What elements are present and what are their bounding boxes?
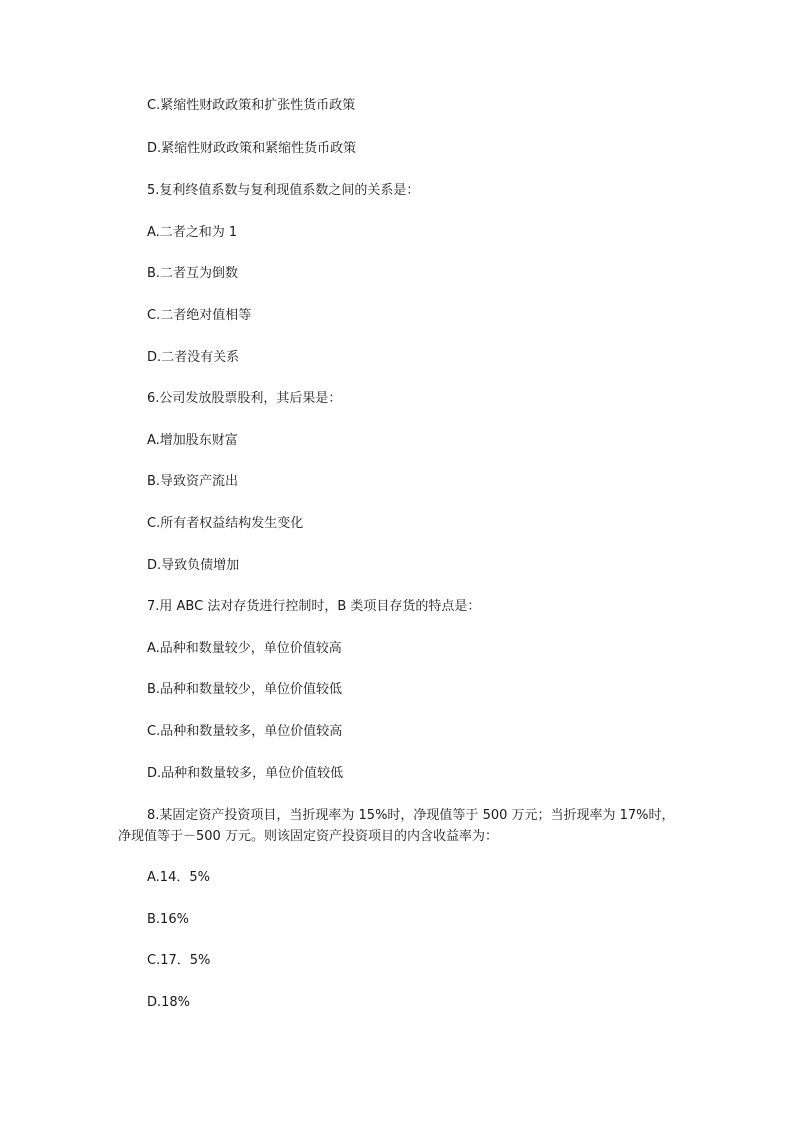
question-5: 5.复利终值系数与复利现值系数之间的关系是： [147,183,420,198]
question-8: 8.某固定资产投资项目，当折现率为 15%时，净现值等于 500 万元；当折现率为 17%时，净现值等于－500 万元。则该固定资产投资项目的内含收益率为： [118,808,675,844]
option-a-q7: A.品种和数量较少，单位价值较高 [147,641,342,656]
option-c-q5: C.二者绝对值相等 [147,308,252,323]
option-c-q7: C.品种和数量较多，单位价值较高 [147,724,343,739]
option-d-q7: D.品种和数量较多，单位价值较低 [147,766,344,781]
option-c-q6: C.所有者权益结构发生变化 [147,516,304,531]
option-a-q5: A.二者之和为 1 [147,225,238,240]
option-b-q8: B.16% [147,912,189,927]
option-c-q8: C.17．5% [147,953,211,968]
question-6: 6.公司发放股票股利，其后果是： [147,391,342,406]
option-c-q4: C.紧缩性财政政策和扩张性货币政策 [147,98,356,113]
option-d-q8: D.18% [147,995,191,1010]
option-a-q8: A.14．5% [147,870,210,885]
option-d-q4: D.紧缩性财政政策和紧缩性货币政策 [147,141,357,156]
option-a-q6: A.增加股东财富 [147,433,238,448]
option-b-q7: B.品种和数量较少，单位价值较低 [147,682,343,697]
question-7: 7.用 ABC 法对存货进行控制时，B 类项目存货的特点是： [147,599,481,614]
option-b-q6: B.导致资产流出 [147,474,239,489]
option-d-q6: D.导致负债增加 [147,558,240,573]
option-d-q5: D.二者没有关系 [147,350,240,365]
option-b-q5: B.二者互为倒数 [147,266,239,281]
